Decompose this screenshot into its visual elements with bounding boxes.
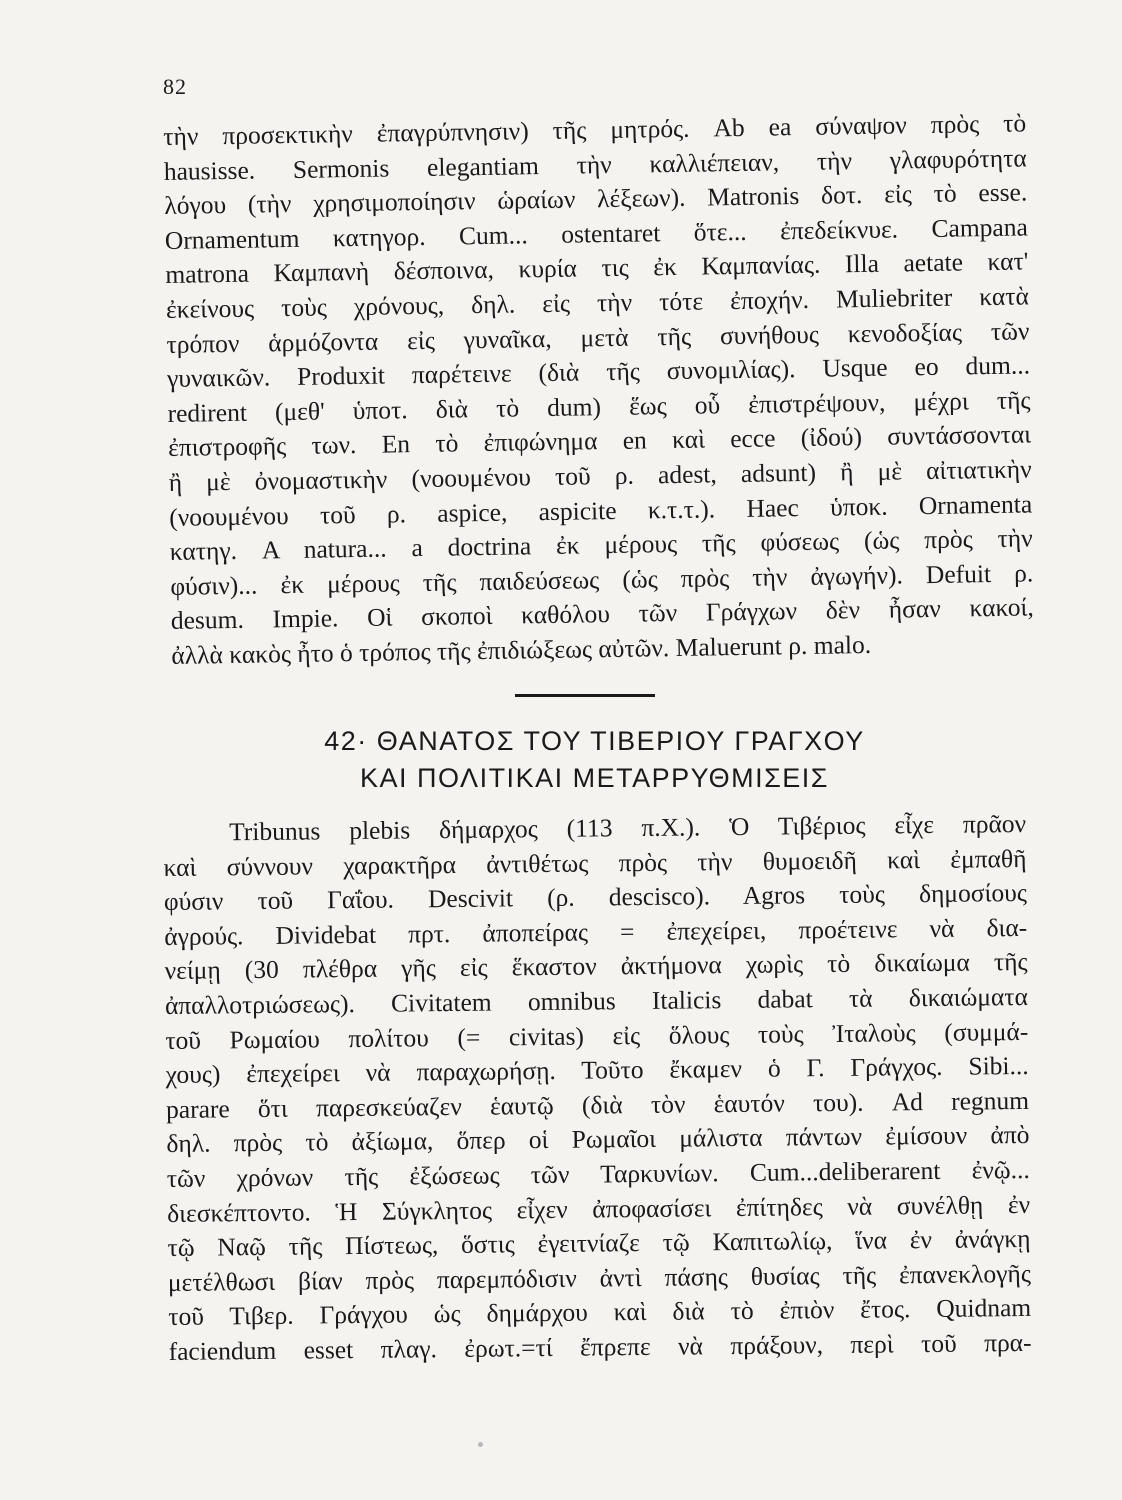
text-line: Ornamentum κατηγορ. Cum... ostentaret ὅτε... ἐπεδείκνυε. Campana <box>164 212 1029 255</box>
text-line: γυναικῶν. Produxit παρέτεινε (διὰ τῆς συνομιλίας). Usque eo dum... <box>166 350 1031 394</box>
text-line: λόγου (τὴν χρησιμοποίησιν ὡραίων λέξεων). Matronis δοτ. εἰς τὸ esse. <box>164 177 1028 221</box>
page-number: 82 <box>163 74 187 99</box>
text-line: τοῦ Ρωμαίου πολίτου (= civitas) εἰς ὅλους τοὺς Ἰταλοὺς (συμμά- <box>165 1016 1029 1055</box>
text-line: hausisse. Sermonis elegantiam τὴν καλλιέπειαν, τὴν γλαφυρότητα <box>163 143 1027 186</box>
text-line: (νοουμένου τοῦ ρ. aspice, aspicite κ.τ.τ.). Haec ὑποκ. Ornamenta <box>169 488 1033 532</box>
text-line: ἀπαλλοτριώσεως). Civitatem omnibus Italicis dabat τὰ δικαιώματα <box>164 981 1029 1020</box>
text-line: ἀγρούς. Dividebat πρτ. ἀποπείρας = ἐπεχείρει, προέτεινε νὰ δια- <box>164 912 1028 951</box>
text-line: μετέλθωσι βίαν πρὸς παρεμπόδισιν ἀντὶ πάσης θυσίας τῆς ἐπανεκλογῆς <box>167 1258 1031 1297</box>
section-subheading: ΚΑΙ ΠΟΛΙΤΙΚΑΙ ΜΕΤΑΡΡΥΘΜΙΣΕΙΣ <box>360 763 829 793</box>
text-line: χους) ἐπεχείρει νὰ παραχωρήσῃ. Τοῦτο ἔκαμεν ὁ Γ. Γράγχος. Sibi... <box>165 1051 1029 1090</box>
section-divider <box>515 694 655 697</box>
text-line: νείμῃ (30 πλέθρα γῆς εἰς ἕκαστον ἀκτήμονα χωρὶς τὸ δικαίωμα τῆς <box>164 947 1028 986</box>
text-line: τρόπον ἁρμόζοντα εἰς γυναῖκα, μετὰ τῆς συνήθους κενοδοξίας τῶν <box>166 315 1030 359</box>
text-line: matrona Καμπανὴ δέσποινα, κυρία τις ἐκ Καμπανίας. Illa aetate κατ' <box>165 246 1029 290</box>
text-line: faciendum esset πλαγ. ἐρωτ.=τί ἔπρεπε νὰ πράξουν, περὶ τοῦ πρα- <box>168 1327 1032 1366</box>
text-line: desum. Impie. Οἱ σκοποὶ καθόλου τῶν Γράγχων δὲν ἦσαν κακοί, <box>170 592 1034 636</box>
text-line: καὶ σύννουν χαρακτῆρα ἀντιθέτως πρὸς τὴν θυμοειδῆ καὶ ἐμπαθῆ <box>163 843 1027 882</box>
section-body <box>163 807 1032 1370</box>
text-line: ἢ μὲ ὀνομαστικὴν (νοουμένου τοῦ ρ. adest, adsunt) ἢ μὲ αἰτιατικὴν <box>168 454 1032 497</box>
text-line: φύσιν τοῦ Γαΐου. Descivit (ρ. descisco). Agros τοὺς δημοσίους <box>163 878 1028 917</box>
text-line: parare ὅτι παρεσκεύαζεν ἑαυτῷ (διὰ τὸν ἑαυτόν του). Ad regnum <box>165 1085 1030 1124</box>
text-line: redirent (μεθ' ὑποτ. διὰ τὸ dum) ἕως οὗ ἐπιστρέψουν, μέχρι τῆς <box>167 385 1031 428</box>
text-line: δηλ. πρὸς τὸ ἀξίωμα, ὅπερ οἱ Ρωμαῖοι μάλιστα πάντων ἐμίσουν ἀπὸ <box>166 1120 1030 1159</box>
text-line: τοῦ Τιβερ. Γράγχου ὡς δημάρχου καὶ διὰ τὸ ἐπιὸν ἔτος. Quidnam <box>168 1293 1032 1332</box>
text-line: φύσιν)... ἐκ μέρους τῆς παιδεύσεως (ὡς πρὸς τὴν ἀγωγήν). Defuit ρ. <box>170 558 1034 601</box>
text-line: τὴν προσεκτικὴν ἐπαγρύπνησιν) τῆς μητρός. Ab ea σύναψον πρὸς τὸ <box>163 108 1027 151</box>
text-line: κατηγ. A natura... a doctrina ἐκ μέρους τῆς φύσεως (ὡς πρὸς τὴν <box>169 523 1033 567</box>
text-line: Tribunus plebis δήμαρχος (113 π.Χ.). Ὁ Τιβέριος εἶχε πρᾶον <box>229 808 1027 847</box>
section-heading: 42· ΘΑΝΑΤΟΣ ΤΟΥ ΤΙΒΕΡΙΟΥ ΓΡΑΓΧΟΥ <box>324 726 865 756</box>
paper-speck <box>478 1442 483 1447</box>
commentary-paragraph <box>163 106 1035 673</box>
text-line: τῶν χρόνων τῆς ἐξώσεως τῶν Ταρκυνίων. Cum...deliberarent ἐνῷ... <box>166 1154 1030 1193</box>
text-line: διεσκέπτοντο. Ἡ Σύγκλητος εἶχεν ἀποφασίσει ἐπίτηδες νὰ συνέλθῃ ἐν <box>167 1189 1031 1228</box>
text-line: ἀλλὰ κακὸς ἦτο ὁ τρόπος τῆς ἐπιδιώξεως αὐτῶν. Maluerunt ρ. malo. <box>171 629 872 670</box>
text-line: ἐκείνους τοὺς χρόνους, δηλ. εἰς τὴν τότε ἐποχήν. Muliebriter κατὰ <box>165 281 1030 324</box>
text-line: τῷ Ναῷ τῆς Πίστεως, ὅστις ἐγειτνίαζε τῷ Καπιτωλίῳ, ἵνα ἐν ἀνάγκῃ <box>167 1224 1031 1263</box>
text-line: ἐπιστροφῆς των. En τὸ ἐπιφώνημα en καὶ ecce (ἰδού) συντάσσονται <box>167 419 1032 463</box>
